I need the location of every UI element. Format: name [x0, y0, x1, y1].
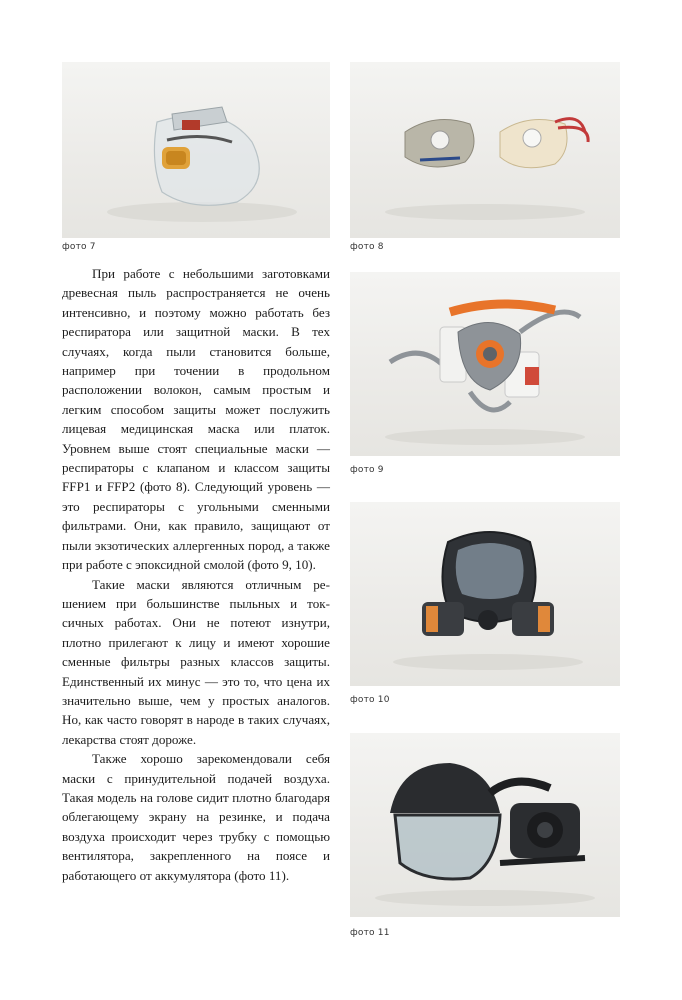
photo-10-caption: фото 10 [350, 695, 390, 705]
photo-9-caption: фото 9 [350, 465, 384, 475]
photo-11-powered-air-helmet [350, 733, 620, 917]
photo-7-face-shield [62, 62, 330, 238]
face-shield-illustration [62, 62, 330, 238]
half-mask-illustration [350, 272, 620, 456]
paragraph-1: При работе с небольшими заготовками древесная пыль распространяется не очень интенсивно, и поэтому можно работать без респиратора или защитной маски. В тех случаях, когда пыли становится больше, например при точении в продольном расположении волокон, самым простым и легким способом защиты может послужить лицевая медицинская маска или платок. Уровнем выше стоят специальные маски — респираторы с клапаном и классом защиты FFP1 и FFP2 (фото 8). Следующий уровень — это респираторы с угольными сменными фильтрами. Они, как правило, защищают от пыли экзотических аллергенных пород, а также при работе с эпоксидной смолой (фото 9, 10). [62, 266, 330, 573]
photo-9-half-mask [350, 272, 620, 456]
main-text [62, 264, 330, 885]
photo-8-respirators [350, 62, 620, 238]
paragraph-3: Также хорошо зарекомендовали себя маски с принудительной подачей воздуха. Такая модель на голове сидит плотно благодаря облегающему экрану на резинке, и подача воздуха происходит через трубку с помощью вентилятора, закрепленного на поясе и работающего от аккумулятора (фото 11). [62, 751, 330, 883]
full-face-mask-illustration [350, 502, 620, 686]
photo-11-caption: фото 11 [350, 928, 390, 938]
powered-air-helmet-illustration [350, 733, 620, 917]
photo-10-full-face-mask [350, 502, 620, 686]
photo-8-caption: фото 8 [350, 242, 384, 252]
paragraph-2: Такие маски являются отличным решением при большинстве пыльных и токсичных работах. Они не потеют изнутри, плотно прилегают к лицу и имеют хорошие сменные фильтры разных классов защиты. Единственный их минус — это то, что цена их значительно выше, чем у простых аналогов. Но, как часто говорят в народе в таких случаях, лекарства стоят дороже. [62, 576, 330, 747]
respirators-illustration [350, 62, 620, 238]
photo-7-caption: фото 7 [62, 242, 96, 252]
